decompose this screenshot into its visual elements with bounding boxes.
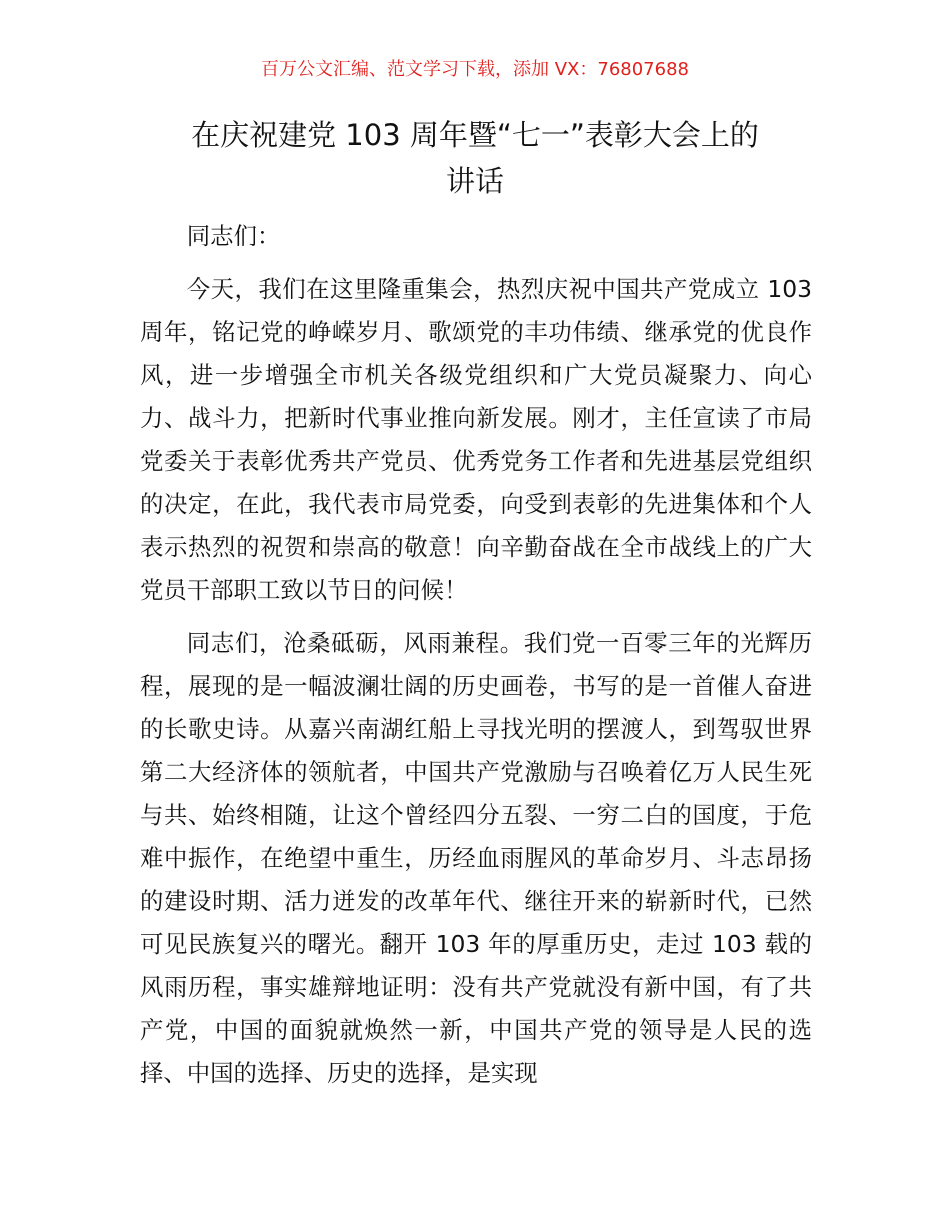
title-line-1: 在庆祝建党 103 周年暨“七一”表彰大会上的 bbox=[191, 118, 759, 152]
paragraph-1: 今天，我们在这里隆重集会，热烈庆祝中国共产党成立 103 周年，铭记党的峥嵘岁月、歌颂党的丰功伟绩、继承党的优良作风，进一步增强全市机关各级党组织和广大党员凝聚力、向心力、战斗力，把新时代事业推向新发展。刚才，主任宣读了市局党委关于表彰优秀共产党员、优秀党务工作者和先进基层党组织的决定，在此，我代表市局党委，向受到表彰的先进集体和个人表示热烈的祝贺和崇高的敬意！向辛勤奋战在全市战线上的广大党员干部职工致以节日的问候！ bbox=[140, 275, 812, 604]
paragraph-2: 同志们，沧桑砥砺，风雨兼程。我们党一百零三年的光辉历程，展现的是一幅波澜壮阔的历史画卷，书写的是一首催人奋进的长歌史诗。从嘉兴南湖红船上寻找光明的摆渡人，到驾驭世界第二大经济体的领航者，中国共产党激励与召唤着亿万人民生死与共、始终相随，让这个曾经四分五裂、一穷二白的国度，于危难中振作，在绝望中重生，历经血雨腥风的革命岁月、斗志昂扬的建设时期、活力迸发的改革年代、继往开来的崭新时代，已然可见民族复兴的曙光。翻开 103 年的厚重历史，走过 103 载的风雨历程，事实雄辩地证明：没有共产党就没有新中国，有了共产党，中国的面貌就焕然一新，中国共产党的领导是人民的选择、中国的选择、历史的选择，是实现 bbox=[140, 629, 812, 1087]
page-title bbox=[140, 112, 810, 204]
watermark-header-note: 百万公文汇编、范文学习下载，添加 VX：76807688 bbox=[261, 59, 689, 80]
document-body bbox=[140, 215, 812, 1095]
title-line-2: 讲话 bbox=[445, 164, 504, 198]
salutation: 同志们： bbox=[186, 222, 281, 250]
